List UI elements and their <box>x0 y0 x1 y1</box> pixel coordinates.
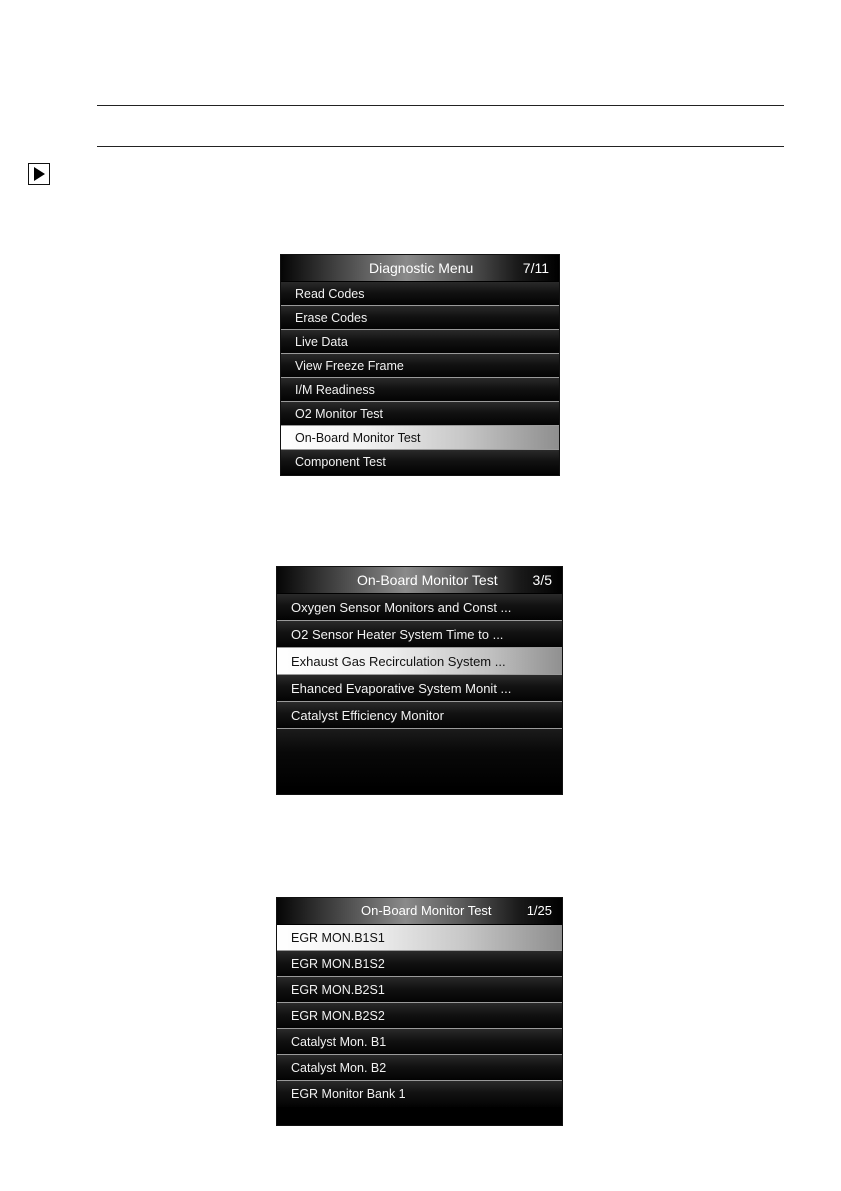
title-bar <box>277 567 562 594</box>
screen-title: On-Board Monitor Test <box>357 572 498 588</box>
menu-item-component-test[interactable]: Component Test <box>281 450 559 474</box>
title-bar <box>277 898 562 925</box>
diagnostic-menu-screen <box>281 255 559 475</box>
on-board-monitor-test-results-screen <box>277 898 562 1125</box>
menu-item-on-board-monitor-test[interactable]: On-Board Monitor Test <box>281 426 559 450</box>
menu-list <box>281 282 559 474</box>
list-item[interactable]: Oxygen Sensor Monitors and Const ... <box>277 594 562 621</box>
list-item[interactable]: EGR MON.B1S2 <box>277 951 562 977</box>
play-icon <box>28 163 50 185</box>
list-item[interactable]: Exhaust Gas Recirculation System ... <box>277 648 562 675</box>
test-id-list <box>277 925 562 1107</box>
title-bar <box>281 255 559 282</box>
menu-item-o2-monitor-test[interactable]: O2 Monitor Test <box>281 402 559 426</box>
menu-item-im-readiness[interactable]: I/M Readiness <box>281 378 559 402</box>
list-item[interactable]: EGR MON.B1S1 <box>277 925 562 951</box>
list-item[interactable]: Catalyst Efficiency Monitor <box>277 702 562 729</box>
header-rule-bottom <box>97 146 784 147</box>
test-list <box>277 594 562 729</box>
header-rule-top <box>97 105 784 106</box>
page-indicator: 1/25 <box>526 903 552 918</box>
list-item[interactable]: EGR MON.B2S2 <box>277 1003 562 1029</box>
screen-title: On-Board Monitor Test <box>361 903 492 918</box>
menu-item-read-codes[interactable]: Read Codes <box>281 282 559 306</box>
list-item[interactable]: O2 Sensor Heater System Time to ... <box>277 621 562 648</box>
page-indicator: 3/5 <box>532 572 552 588</box>
empty-area <box>277 729 562 789</box>
screen-title: Diagnostic Menu <box>369 260 474 276</box>
menu-item-live-data[interactable]: Live Data <box>281 330 559 354</box>
on-board-monitor-test-screen <box>277 567 562 794</box>
menu-item-erase-codes[interactable]: Erase Codes <box>281 306 559 330</box>
page-indicator: 7/11 <box>522 260 549 276</box>
list-item[interactable]: Catalyst Mon. B2 <box>277 1055 562 1081</box>
list-item[interactable]: Ehanced Evaporative System Monit ... <box>277 675 562 702</box>
list-item[interactable]: EGR Monitor Bank 1 <box>277 1081 562 1107</box>
menu-item-view-freeze-frame[interactable]: View Freeze Frame <box>281 354 559 378</box>
list-item[interactable]: EGR MON.B2S1 <box>277 977 562 1003</box>
list-item[interactable]: Catalyst Mon. B1 <box>277 1029 562 1055</box>
